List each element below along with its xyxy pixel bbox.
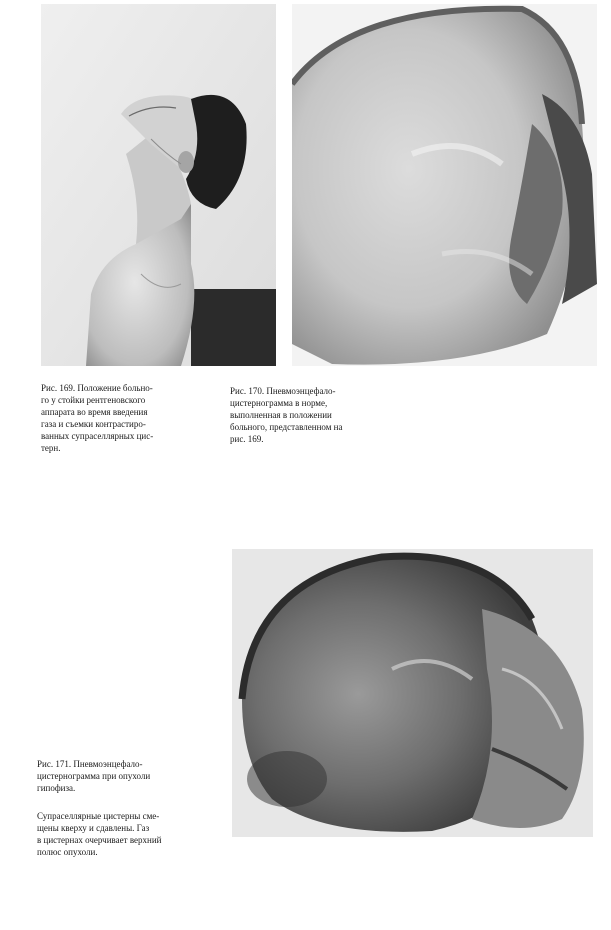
figure-170-xray: [292, 4, 597, 366]
figure-171-xray: [232, 549, 593, 837]
caption-figure-171-title: Рис. 171. Пневмоэнцефало- цистернограмма при опухоли гипофиза.: [37, 759, 151, 793]
caption-figure-169: Рис. 169. Положение больно- го у стойки рентгеновского аппарата во время введения газа и съемки контрастиро- ванных супраселлярных цис- терн.: [41, 383, 154, 453]
caption-figure-171-body: Супраселлярные цистерны сме- щены кверху и сдавлены. Газ в цистернах очерчивает верхний полюс опухоли.: [37, 811, 162, 857]
caption-figure-171: [37, 746, 217, 870]
caption-figure-170: Рис. 170. Пневмоэнцефало- цистернограмма в норме, выполненная в положении больного, представленном на рис. 169.: [230, 386, 343, 444]
figure-169-photo: [41, 4, 276, 366]
